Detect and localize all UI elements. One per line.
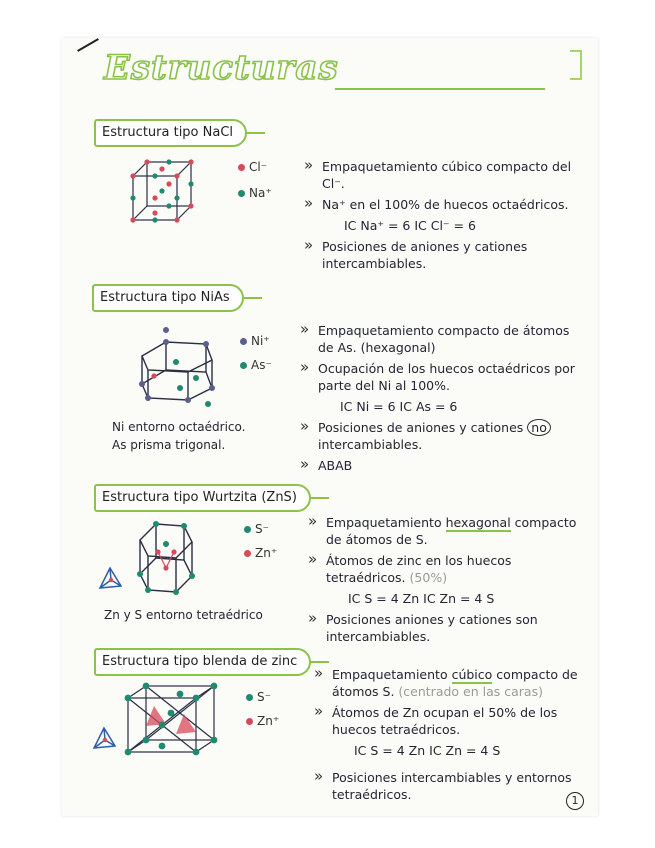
note-item: » Posiciones intercambiables y entornos tetraédricos.	[312, 769, 586, 803]
blue-dot-icon	[240, 338, 247, 345]
coordination-index: IC Ni = 6 IC As = 6	[340, 399, 458, 414]
notes-nias	[298, 322, 586, 478]
underlined-word: cúbico	[451, 667, 493, 682]
circled-no: no	[527, 419, 551, 436]
note-item: » Ocupación de los huecos octaédricos por parte del Ni al 100%.	[298, 360, 586, 394]
note-item	[312, 666, 586, 700]
section-heading-nacl: Estructura tipo NaCl	[94, 119, 247, 147]
note-item: » Posiciones de aniones y cationes intercambiables.	[302, 238, 584, 272]
legend-label: S⁻	[255, 522, 269, 536]
note-text: intercambiables.	[318, 437, 423, 452]
legend-item-zn	[244, 546, 277, 560]
note-text: Átomos de zinc en los huecos tetraédricos.	[326, 553, 512, 585]
note-item	[298, 419, 586, 453]
coordination-index: IC S = 4 Zn IC Zn = 4 S	[348, 591, 495, 606]
tetrahedron-sketch-icon	[98, 566, 124, 592]
teal-dot-icon	[244, 526, 251, 533]
legend-label: Zn⁺	[255, 546, 278, 560]
legend-item-na	[238, 186, 272, 200]
notes-blenda	[312, 666, 586, 807]
legend-item-cl	[238, 160, 267, 174]
side-note-nias	[112, 418, 245, 454]
side-note-line: Ni entorno octaédrico.	[112, 420, 246, 434]
teal-dot-icon	[246, 694, 253, 701]
legend-label: As⁻	[251, 358, 272, 372]
note-text: compacto de átomos de S.	[326, 515, 577, 547]
legend-label: Na⁺	[249, 186, 272, 200]
note-gray-text: (centrado en las caras)	[398, 684, 543, 699]
note-item	[306, 552, 586, 586]
underlined-word: hexagonal	[445, 515, 511, 530]
note-item: » Empaquetamiento cúbico compacto del Cl⁻.	[302, 158, 584, 192]
note-item: » Posiciones aniones y cationes son intercambiables.	[306, 611, 586, 645]
notes-nacl	[302, 158, 584, 276]
side-note-wurtzita: Zn y S entorno tetraédrico	[104, 608, 263, 622]
notes-wurtzita	[306, 514, 586, 649]
note-gray-text: (50%)	[409, 570, 448, 585]
legend-item-as	[240, 358, 272, 372]
title-corner-bracket	[570, 50, 582, 80]
legend-label: Zn⁺	[257, 714, 280, 728]
note-item: » Na⁺ en el 100% de huecos octaédricos.	[302, 196, 584, 213]
section-heading-blenda: Estructura tipo blenda de zinc	[94, 648, 311, 676]
tetrahedron-sketch-icon	[92, 726, 118, 752]
legend-label: S⁻	[257, 690, 271, 704]
red-dot-icon	[238, 164, 245, 171]
page-title: Estructuras	[104, 48, 339, 88]
title-underline	[335, 88, 545, 90]
note-text: Posiciones de aniones y cationes	[318, 420, 524, 435]
teal-dot-icon	[240, 362, 247, 369]
section-heading-nias: Estructura tipo NiAs	[92, 284, 244, 312]
note-text: Empaquetamiento	[326, 515, 442, 530]
page-number: 1	[566, 792, 584, 810]
wurtzite-cell-icon	[136, 518, 216, 600]
legend-label: Cl⁻	[249, 160, 268, 174]
red-dot-icon	[246, 718, 253, 725]
red-dot-icon	[244, 550, 251, 557]
note-text: Empaquetamiento	[332, 667, 448, 682]
coordination-index: IC S = 4 Zn IC Zn = 4 S	[354, 743, 501, 758]
coordination-index: IC Na⁺ = 6 IC Cl⁻ = 6	[344, 218, 476, 233]
note-item: » Átomos de Zn ocupan el 50% de los huecos tetraédricos.	[312, 704, 586, 738]
legend-item-s	[244, 522, 269, 536]
zinc-blende-cell-icon	[124, 684, 224, 756]
legend-label: Ni⁺	[251, 334, 270, 348]
legend-item-zn	[246, 714, 279, 728]
legend-item-s	[246, 690, 271, 704]
legend-item-ni	[240, 334, 270, 348]
teal-dot-icon	[238, 190, 245, 197]
note-item	[306, 514, 586, 548]
nacl-unit-cell-icon	[125, 158, 200, 228]
note-item: » Empaquetamiento compacto de átomos de As. (hexagonal)	[298, 322, 586, 356]
section-heading-wurtzita: Estructura tipo Wurtzita (ZnS)	[94, 484, 311, 512]
note-text: compacto de átomos S.	[332, 667, 578, 699]
nias-hexagonal-cell-icon	[136, 326, 226, 408]
side-note-line: As prisma trigonal.	[112, 438, 226, 452]
note-item: » ABAB	[298, 457, 586, 474]
